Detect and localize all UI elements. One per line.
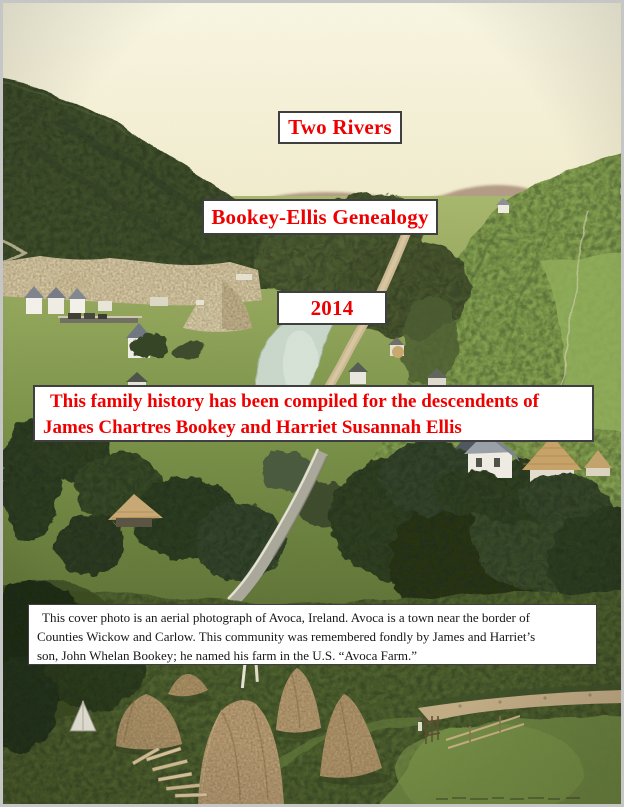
caption-line-3: son, John Whelan Bookey; he named his farm in the U.S. “Avoca Farm.”: [37, 648, 418, 663]
dedication-line-1: This family history has been compiled for the descendents of: [50, 391, 539, 412]
year-text: 2014: [310, 295, 354, 320]
caption-box: [28, 604, 597, 665]
caption-line-1: This cover photo is an aerial photograph of Avoca, Ireland. Avoca is a town near the border of: [42, 610, 530, 625]
year-box: [277, 291, 387, 325]
dedication-box: [33, 385, 594, 442]
subtitle-text: Bookey-Ellis Genealogy: [211, 204, 429, 229]
title-box: [278, 111, 402, 144]
title-text: Two Rivers: [288, 115, 392, 139]
dedication-line-2: James Chartres Bookey and Harriet Susannah Ellis: [43, 417, 462, 438]
subtitle-box: [202, 199, 438, 235]
caption-line-2: Counties Wickow and Carlow. This community was remembered fondly by James and Harriet’s: [37, 629, 536, 644]
